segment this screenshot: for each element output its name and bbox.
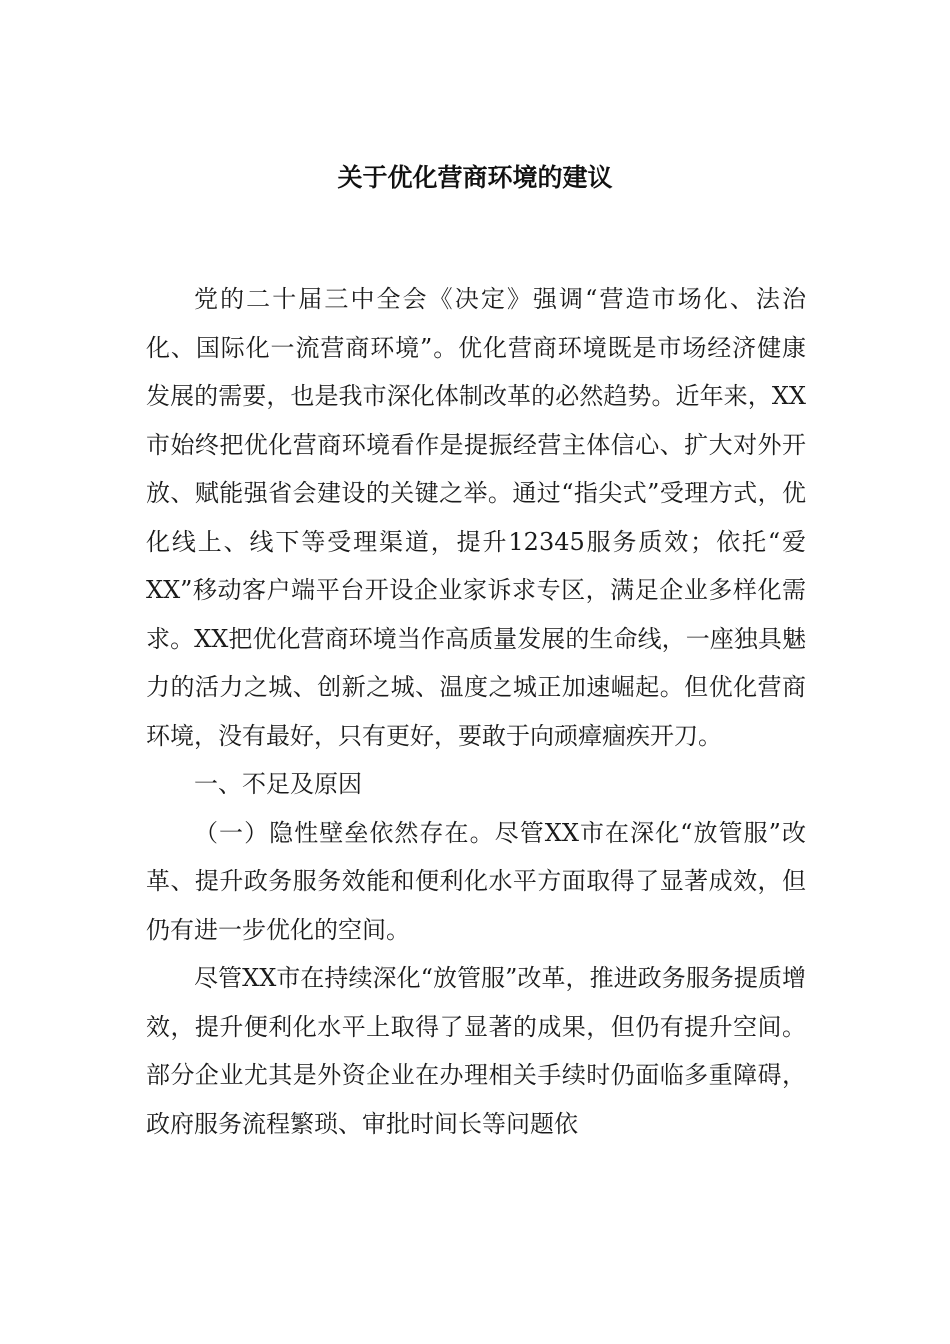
paragraph-intro: 党的二十届三中全会《决定》强调“营造市场化、法治化、国际化一流营商环境”。优化营商环境既是市场经济健康发展的需要，也是我市深化体制改革的必然趋势。近年来，XX市始终把优化营商环境看作是提振经营主体信心、扩大对外开放、赋能强省会建设的关键之举。通过“指尖式”受理方式，优化线上、线下等受理渠道，提升12345服务质效；依托“爱XX”移动客户端平台开设企业家诉求专区，满足企业多样化需求。XX把优化营商环境当作高质量发展的生命线，一座独具魅力的活力之城、创新之城、温度之城正加速崛起。但优化营商环境，没有最好，只有更好，要敢于向顽瘴痼疾开刀。 [146,285,806,750]
paragraph-subsection-1: （一）隐性壁垒依然存在。尽管XX市在深化“放管服”改革、提升政务服务效能和便利化水平方面取得了显著成效，但仍有进一步优化的空间。 [146,818,806,944]
section-heading: 一、不足及原因 [194,770,362,798]
paragraph-detail: 尽管XX市在持续深化“放管服”改革，推进政务服务提质增效，提升便利化水平上取得了显著的成果，但仍有提升空间。部分企业尤其是外资企业在办理相关手续时仍面临多重障碍，政府服务流程繁琐、审批时间长等问题依 [146,964,806,1138]
document-title: 关于优化营商环境的建议 [337,163,613,192]
document-body [146,275,806,1148]
